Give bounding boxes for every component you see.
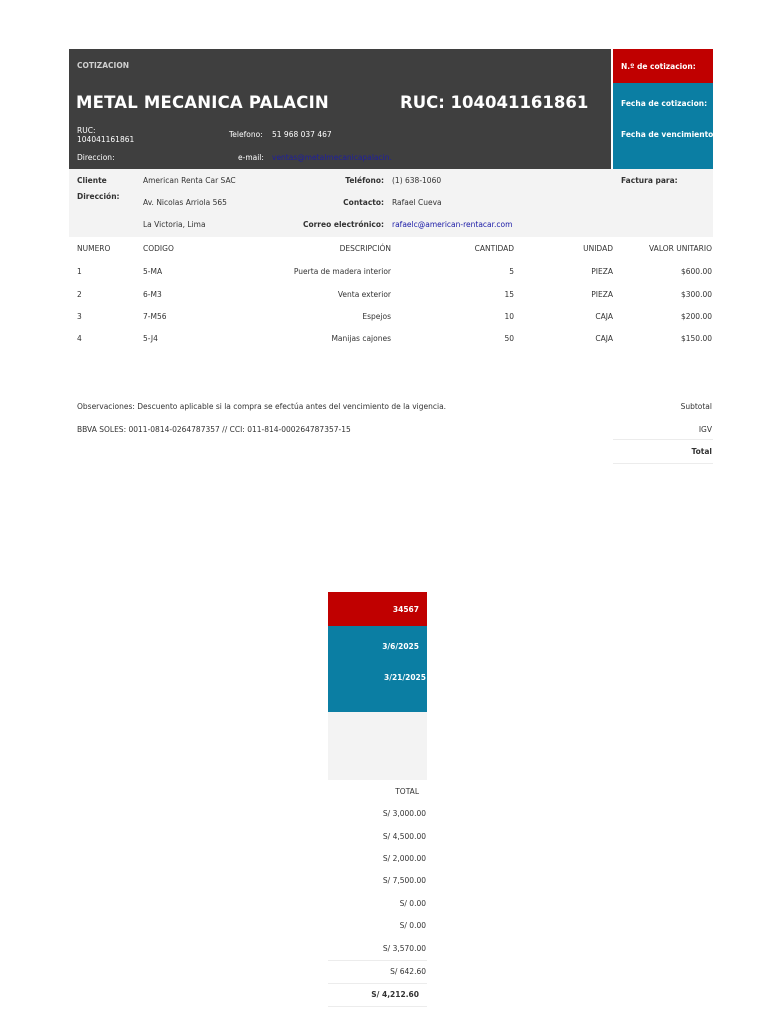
row-code: 7-M56 [143,312,167,321]
due-date-value: 3/21/2025 [383,673,426,682]
row-quantity: 15 [504,290,514,299]
due-date-label: Fecha de vencimiento [621,130,713,139]
subtotal-label: Subtotal [680,402,712,411]
row-number: 2 [77,290,82,299]
row-unit: PIEZA [591,267,613,276]
document-label: COTIZACION [77,61,129,70]
totals-divider [328,1006,427,1007]
col-header-code: CODIGO [143,244,174,253]
col-header-number: NUMERO [77,244,111,253]
quote-number-value: 34567 [392,605,419,614]
row-description: Manijas cajones [331,334,391,343]
ruc-value: 104041161861 [77,135,135,144]
client-address-line2: La Victoria, Lima [143,220,206,229]
igv-value: S/ 642.60 [390,967,426,976]
row-unit: CAJA [595,334,613,343]
client-continuation-panel [328,712,427,780]
invoice-for-label: Factura para: [621,176,678,185]
col-header-description: DESCRIPCIÓN [339,244,391,253]
col-header-quantity: CANTIDAD [474,244,514,253]
subtotal-value: S/ 3,570.00 [382,944,426,953]
row-quantity: 10 [504,312,514,321]
client-phone-label: Teléfono: [345,176,384,185]
row-quantity: 5 [509,267,514,276]
line-total: S/ 3,000.00 [382,809,426,818]
client-email-label: Correo electrónico: [302,220,384,229]
line-total: S/ 0.00 [399,921,426,930]
client-contact-value: Rafael Cueva [392,198,442,207]
ruc-label: RUC: [77,126,96,135]
line-total: S/ 4,500.00 [382,832,426,841]
total-label: Total [691,447,712,456]
row-code: 6-M3 [143,290,162,299]
email-link[interactable]: ventas@metalmecanicapalacin. [272,153,392,162]
totals-divider [328,983,427,984]
ruc-heading: RUC: 104041161861 [400,93,589,112]
quote-date-label: Fecha de cotizacion: [621,99,708,108]
row-number: 3 [77,312,82,321]
row-unit-price: $300.00 [680,290,712,299]
row-unit: CAJA [595,312,613,321]
phone-value: 51 968 037 467 [272,130,332,139]
quote-date-value: 3/6/2025 [382,642,419,651]
total-value: S/ 4,212.60 [371,990,419,999]
line-total: S/ 0.00 [399,899,426,908]
row-number: 4 [77,334,82,343]
client-address-label: Dirección: [77,192,120,201]
totals-divider [613,439,713,440]
dates-value-panel [328,626,427,712]
company-name: METAL MECANICA PALACIN [76,93,329,112]
line-total: S/ 2,000.00 [382,854,426,863]
address-label: Direccion: [77,153,115,162]
client-value: American Renta Car SAC [143,176,236,185]
totals-divider [328,960,427,961]
row-unit-price: $150.00 [680,334,712,343]
client-contact-label: Contacto: [343,198,384,207]
client-label: Cliente [77,176,107,185]
row-description: Puerta de madera interior [293,267,391,276]
client-phone-value: (1) 638-1060 [392,176,442,185]
igv-label: IGV [698,425,712,434]
totals-divider [613,463,713,464]
client-address-line1: Av. Nicolas Arriola 565 [143,198,227,207]
client-email-link[interactable]: rafaelc@american-rentacar.com [392,220,513,229]
row-unit-price: $600.00 [680,267,712,276]
col-header-unit: UNIDAD [583,244,613,253]
bank-account-note: BBVA SOLES: 0011-0814-0264787357 // CCI: 011-814-000264787357-15 [77,425,351,434]
row-unit-price: $200.00 [680,312,712,321]
email-label: e-mail: [238,153,264,162]
row-number: 1 [77,267,82,276]
row-code: 5-MA [143,267,163,276]
row-code: 5-J4 [143,334,158,343]
observations-note: Observaciones: Descuento aplicable si la compra se efectúa antes del vencimiento de la vigencia. [77,402,447,411]
quote-number-label: N.º de cotizacion: [621,62,696,71]
row-unit: PIEZA [591,290,613,299]
line-total: S/ 7,500.00 [382,876,426,885]
dates-panel [613,83,713,169]
row-quantity: 50 [504,334,514,343]
col-header-unit-price: VALOR UNITARIO [649,244,712,253]
total-column-header: TOTAL [395,787,419,796]
row-description: Venta exterior [337,290,391,299]
phone-label: Telefono: [229,130,263,139]
row-description: Espejos [362,312,391,321]
